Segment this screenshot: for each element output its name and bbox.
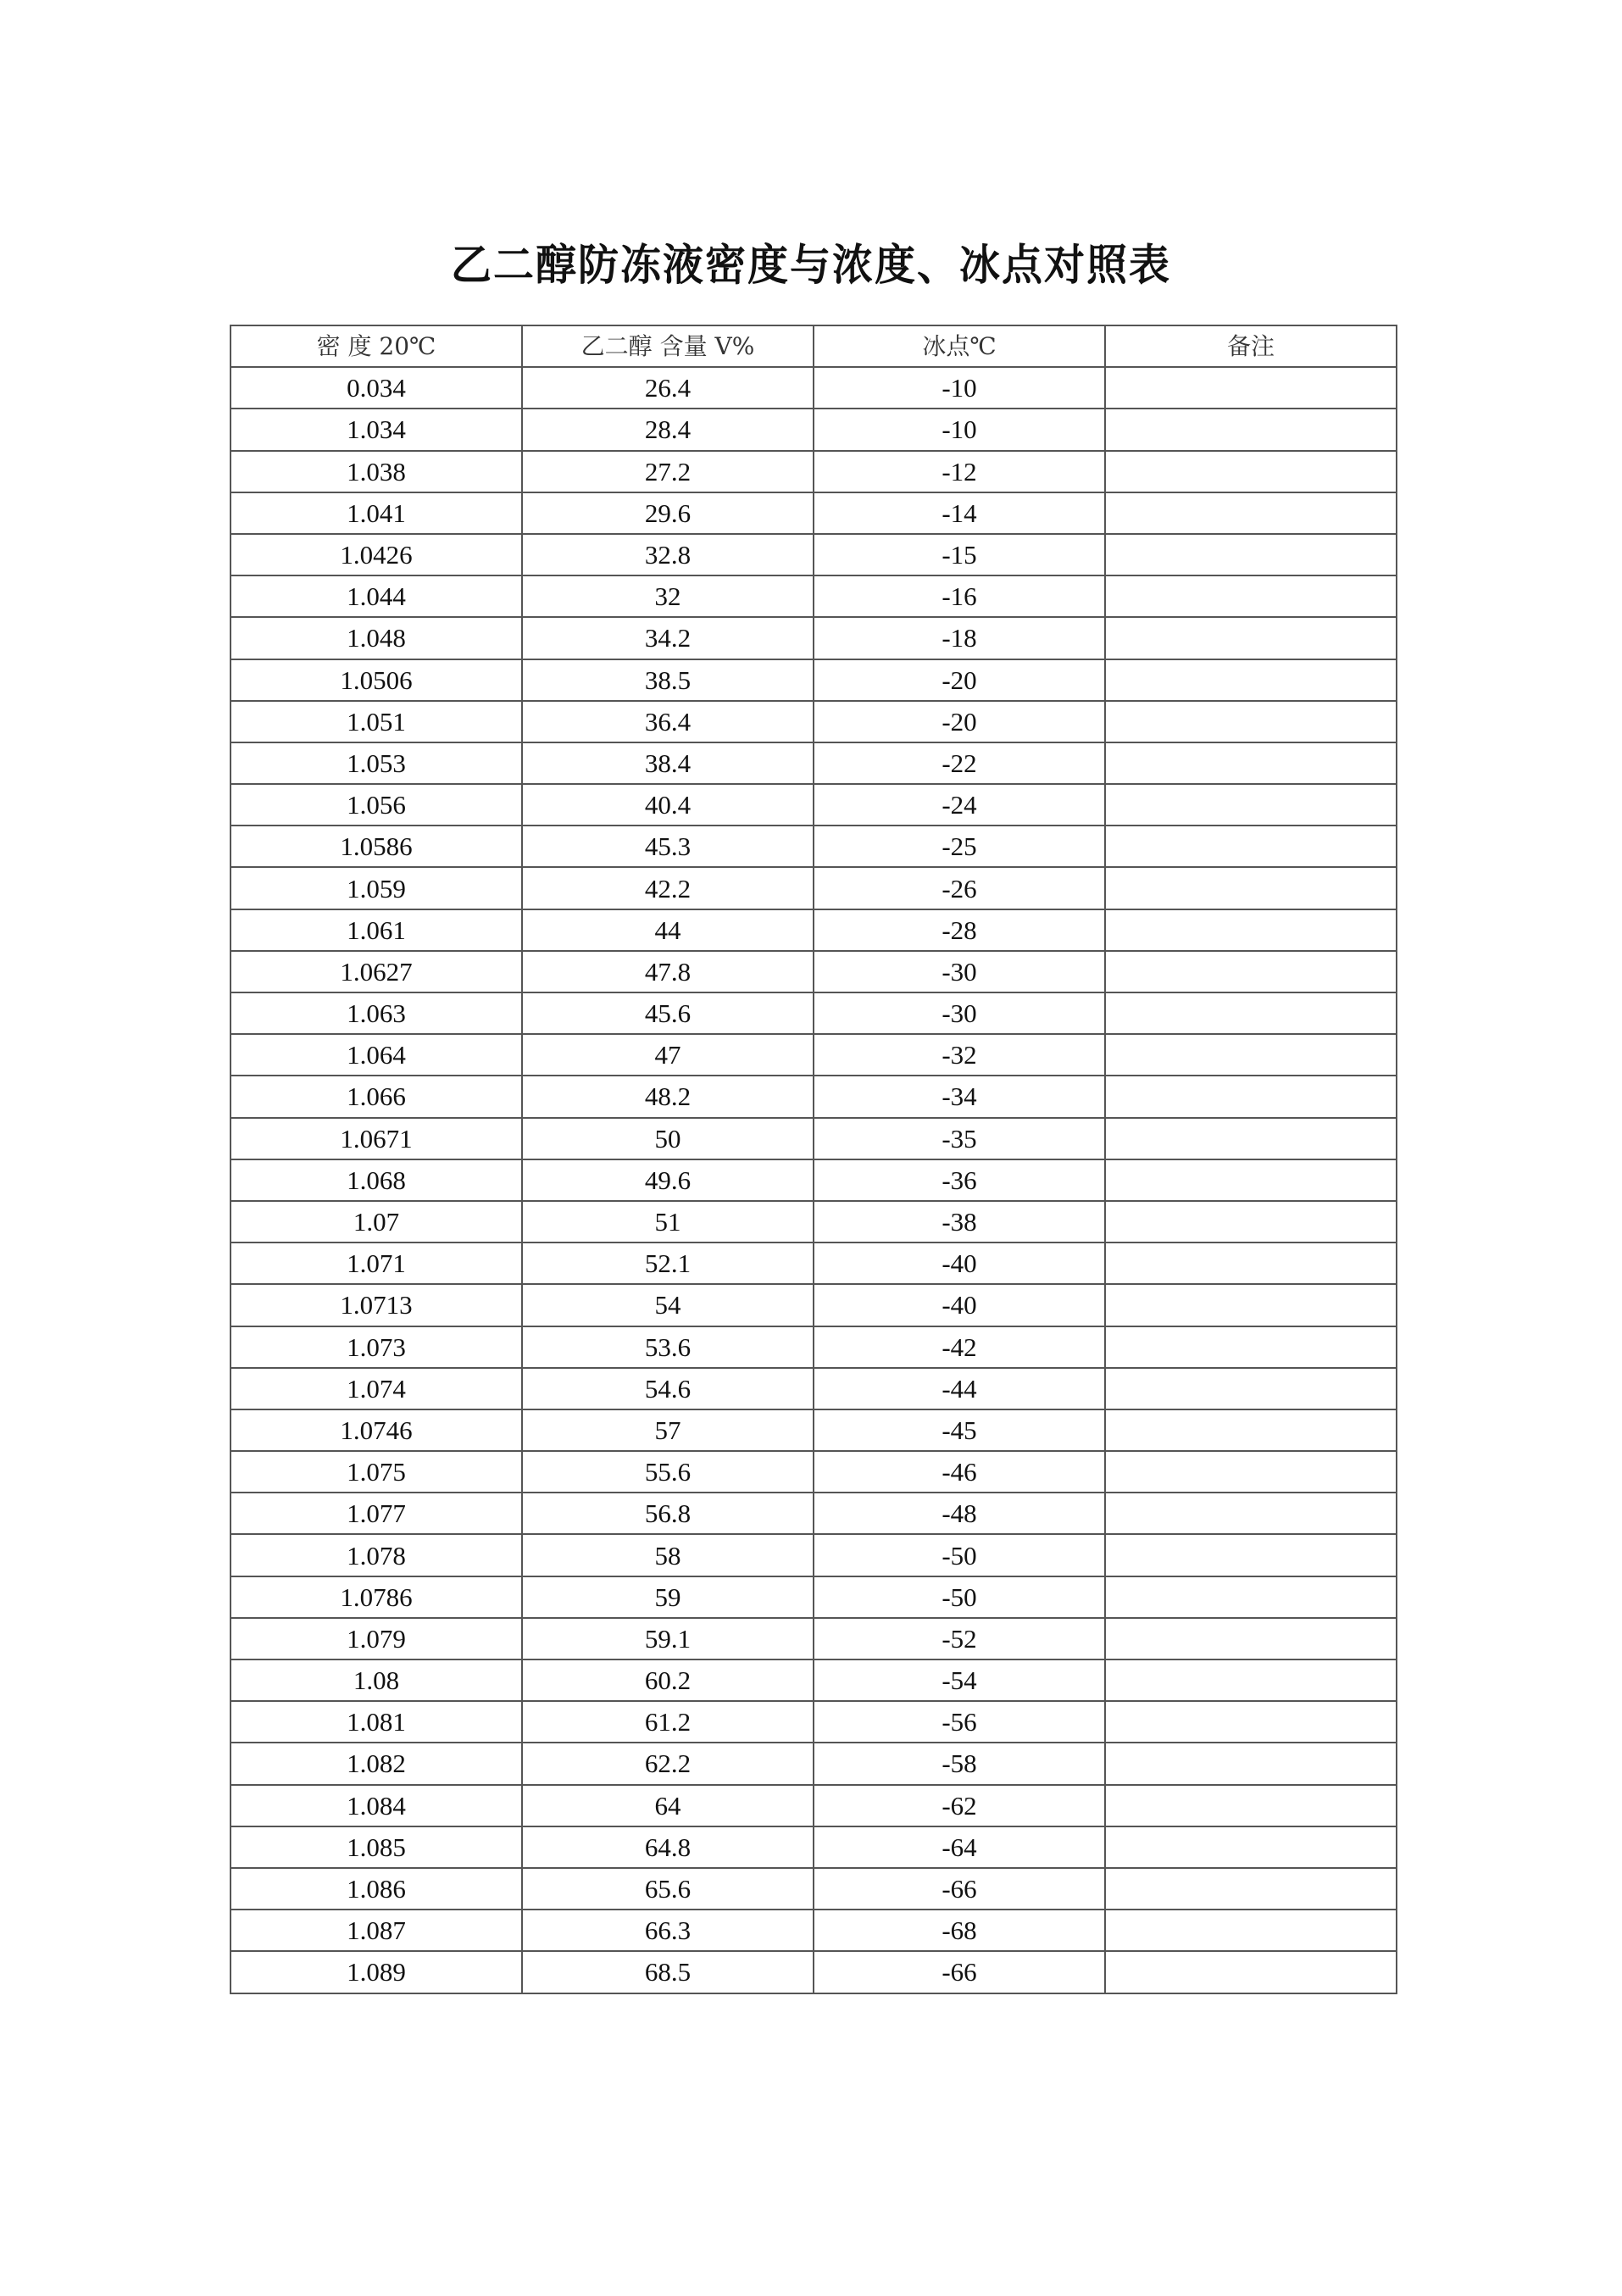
cell-freezing-point: -62 bbox=[814, 1785, 1105, 1826]
cell-freezing-point: -30 bbox=[814, 951, 1105, 992]
cell-freezing-point: -20 bbox=[814, 701, 1105, 742]
cell-remarks bbox=[1105, 1701, 1397, 1743]
cell-freezing-point: -35 bbox=[814, 1118, 1105, 1159]
table-row bbox=[231, 867, 1397, 909]
cell-remarks bbox=[1105, 1743, 1397, 1784]
cell-glycol-content: 57 bbox=[522, 1409, 814, 1451]
cell-freezing-point: -30 bbox=[814, 992, 1105, 1034]
cell-density: 1.079 bbox=[231, 1618, 522, 1659]
table-row bbox=[231, 1451, 1397, 1493]
cell-remarks bbox=[1105, 867, 1397, 909]
cell-remarks bbox=[1105, 1659, 1397, 1701]
table-row bbox=[231, 1243, 1397, 1284]
table-row bbox=[231, 1576, 1397, 1618]
cell-density: 1.0671 bbox=[231, 1118, 522, 1159]
table-row bbox=[231, 1159, 1397, 1201]
cell-density: 1.048 bbox=[231, 617, 522, 659]
table-header-row bbox=[231, 325, 1397, 367]
cell-freezing-point: -32 bbox=[814, 1034, 1105, 1076]
table-row bbox=[231, 1701, 1397, 1743]
cell-glycol-content: 42.2 bbox=[522, 867, 814, 909]
cell-density: 1.0786 bbox=[231, 1576, 522, 1618]
cell-density: 1.0426 bbox=[231, 534, 522, 575]
table-row bbox=[231, 1910, 1397, 1951]
table-row bbox=[231, 742, 1397, 784]
cell-glycol-content: 40.4 bbox=[522, 784, 814, 826]
cell-freezing-point: -48 bbox=[814, 1493, 1105, 1534]
table-row bbox=[231, 617, 1397, 659]
table-body bbox=[231, 367, 1397, 1993]
table-row bbox=[231, 451, 1397, 492]
cell-density: 1.044 bbox=[231, 575, 522, 617]
cell-density: 1.061 bbox=[231, 909, 522, 951]
cell-density: 1.075 bbox=[231, 1451, 522, 1493]
table-row bbox=[231, 1326, 1397, 1368]
cell-freezing-point: -66 bbox=[814, 1951, 1105, 1993]
cell-density: 1.038 bbox=[231, 451, 522, 492]
table-row bbox=[231, 1493, 1397, 1534]
cell-glycol-content: 48.2 bbox=[522, 1076, 814, 1117]
cell-remarks bbox=[1105, 1951, 1397, 1993]
cell-remarks bbox=[1105, 1118, 1397, 1159]
cell-freezing-point: -10 bbox=[814, 367, 1105, 409]
cell-remarks bbox=[1105, 1785, 1397, 1826]
cell-glycol-content: 50 bbox=[522, 1118, 814, 1159]
cell-freezing-point: -18 bbox=[814, 617, 1105, 659]
cell-glycol-content: 59.1 bbox=[522, 1618, 814, 1659]
cell-freezing-point: -16 bbox=[814, 575, 1105, 617]
table-row bbox=[231, 951, 1397, 992]
cell-remarks bbox=[1105, 1910, 1397, 1951]
table-row bbox=[231, 575, 1397, 617]
cell-freezing-point: -64 bbox=[814, 1826, 1105, 1868]
table-row bbox=[231, 492, 1397, 534]
cell-freezing-point: -10 bbox=[814, 409, 1105, 450]
cell-glycol-content: 45.6 bbox=[522, 992, 814, 1034]
cell-density: 1.034 bbox=[231, 409, 522, 450]
cell-glycol-content: 65.6 bbox=[522, 1868, 814, 1910]
cell-remarks bbox=[1105, 575, 1397, 617]
cell-freezing-point: -45 bbox=[814, 1409, 1105, 1451]
cell-density: 1.0713 bbox=[231, 1284, 522, 1326]
cell-glycol-content: 28.4 bbox=[522, 409, 814, 450]
cell-freezing-point: -14 bbox=[814, 492, 1105, 534]
cell-glycol-content: 64.8 bbox=[522, 1826, 814, 1868]
cell-density: 1.077 bbox=[231, 1493, 522, 1534]
cell-density: 1.085 bbox=[231, 1826, 522, 1868]
cell-remarks bbox=[1105, 701, 1397, 742]
cell-glycol-content: 38.4 bbox=[522, 742, 814, 784]
table-row bbox=[231, 1534, 1397, 1576]
cell-density: 1.087 bbox=[231, 1910, 522, 1951]
cell-density: 1.07 bbox=[231, 1201, 522, 1243]
table-row bbox=[231, 1826, 1397, 1868]
cell-remarks bbox=[1105, 1451, 1397, 1493]
cell-glycol-content: 45.3 bbox=[522, 826, 814, 867]
cell-freezing-point: -38 bbox=[814, 1201, 1105, 1243]
cell-glycol-content: 52.1 bbox=[522, 1243, 814, 1284]
cell-glycol-content: 60.2 bbox=[522, 1659, 814, 1701]
cell-remarks bbox=[1105, 367, 1397, 409]
cell-freezing-point: -52 bbox=[814, 1618, 1105, 1659]
cell-remarks bbox=[1105, 1493, 1397, 1534]
cell-glycol-content: 26.4 bbox=[522, 367, 814, 409]
cell-remarks bbox=[1105, 409, 1397, 450]
header-glycol-content: 乙二醇 含量 V% bbox=[522, 325, 814, 367]
table-row bbox=[231, 367, 1397, 409]
cell-remarks bbox=[1105, 1326, 1397, 1368]
cell-density: 1.063 bbox=[231, 992, 522, 1034]
cell-freezing-point: -36 bbox=[814, 1159, 1105, 1201]
cell-remarks bbox=[1105, 951, 1397, 992]
cell-density: 1.081 bbox=[231, 1701, 522, 1743]
cell-freezing-point: -24 bbox=[814, 784, 1105, 826]
cell-glycol-content: 68.5 bbox=[522, 1951, 814, 1993]
cell-freezing-point: -56 bbox=[814, 1701, 1105, 1743]
cell-freezing-point: -26 bbox=[814, 867, 1105, 909]
cell-glycol-content: 59 bbox=[522, 1576, 814, 1618]
cell-glycol-content: 49.6 bbox=[522, 1159, 814, 1201]
cell-freezing-point: -50 bbox=[814, 1534, 1105, 1576]
cell-glycol-content: 47 bbox=[522, 1034, 814, 1076]
cell-density: 1.0586 bbox=[231, 826, 522, 867]
cell-remarks bbox=[1105, 784, 1397, 826]
cell-remarks bbox=[1105, 534, 1397, 575]
cell-remarks bbox=[1105, 1243, 1397, 1284]
table-row bbox=[231, 1201, 1397, 1243]
cell-freezing-point: -68 bbox=[814, 1910, 1105, 1951]
table-row bbox=[231, 1076, 1397, 1117]
header-remarks: 备注 bbox=[1105, 325, 1397, 367]
table-row bbox=[231, 826, 1397, 867]
cell-freezing-point: -58 bbox=[814, 1743, 1105, 1784]
cell-remarks bbox=[1105, 992, 1397, 1034]
cell-density: 1.086 bbox=[231, 1868, 522, 1910]
page-title: 乙二醇防冻液密度与浓度、冰点对照表 bbox=[450, 240, 1171, 291]
cell-density: 0.034 bbox=[231, 367, 522, 409]
cell-remarks bbox=[1105, 451, 1397, 492]
cell-freezing-point: -46 bbox=[814, 1451, 1105, 1493]
table-row bbox=[231, 409, 1397, 450]
cell-density: 1.041 bbox=[231, 492, 522, 534]
table-row bbox=[231, 1618, 1397, 1659]
cell-glycol-content: 32.8 bbox=[522, 534, 814, 575]
cell-freezing-point: -22 bbox=[814, 742, 1105, 784]
table-row bbox=[231, 1368, 1397, 1409]
cell-glycol-content: 54.6 bbox=[522, 1368, 814, 1409]
cell-remarks bbox=[1105, 1034, 1397, 1076]
cell-remarks bbox=[1105, 1826, 1397, 1868]
table-row bbox=[231, 1034, 1397, 1076]
cell-remarks bbox=[1105, 1201, 1397, 1243]
cell-freezing-point: -44 bbox=[814, 1368, 1105, 1409]
table-row bbox=[231, 909, 1397, 951]
density-concentration-freezing-table bbox=[230, 325, 1397, 1994]
cell-glycol-content: 58 bbox=[522, 1534, 814, 1576]
cell-remarks bbox=[1105, 826, 1397, 867]
cell-density: 1.082 bbox=[231, 1743, 522, 1784]
table-row bbox=[231, 1868, 1397, 1910]
cell-glycol-content: 34.2 bbox=[522, 617, 814, 659]
cell-remarks bbox=[1105, 1576, 1397, 1618]
table-row bbox=[231, 1951, 1397, 1993]
cell-remarks bbox=[1105, 1076, 1397, 1117]
table-row bbox=[231, 1743, 1397, 1784]
cell-freezing-point: -20 bbox=[814, 659, 1105, 701]
cell-glycol-content: 51 bbox=[522, 1201, 814, 1243]
cell-glycol-content: 47.8 bbox=[522, 951, 814, 992]
cell-density: 1.08 bbox=[231, 1659, 522, 1701]
cell-density: 1.053 bbox=[231, 742, 522, 784]
cell-freezing-point: -12 bbox=[814, 451, 1105, 492]
cell-density: 1.078 bbox=[231, 1534, 522, 1576]
cell-remarks bbox=[1105, 617, 1397, 659]
cell-remarks bbox=[1105, 909, 1397, 951]
cell-glycol-content: 29.6 bbox=[522, 492, 814, 534]
cell-glycol-content: 56.8 bbox=[522, 1493, 814, 1534]
cell-freezing-point: -66 bbox=[814, 1868, 1105, 1910]
cell-remarks bbox=[1105, 742, 1397, 784]
cell-density: 1.089 bbox=[231, 1951, 522, 1993]
cell-density: 1.059 bbox=[231, 867, 522, 909]
cell-density: 1.0746 bbox=[231, 1409, 522, 1451]
cell-freezing-point: -25 bbox=[814, 826, 1105, 867]
cell-freezing-point: -34 bbox=[814, 1076, 1105, 1117]
table-row bbox=[231, 1118, 1397, 1159]
cell-remarks bbox=[1105, 1534, 1397, 1576]
table-row bbox=[231, 992, 1397, 1034]
table-row bbox=[231, 1785, 1397, 1826]
cell-glycol-content: 53.6 bbox=[522, 1326, 814, 1368]
cell-glycol-content: 54 bbox=[522, 1284, 814, 1326]
cell-density: 1.0506 bbox=[231, 659, 522, 701]
table-row bbox=[231, 659, 1397, 701]
table-row bbox=[231, 1284, 1397, 1326]
table-row bbox=[231, 1659, 1397, 1701]
table-row bbox=[231, 701, 1397, 742]
cell-freezing-point: -50 bbox=[814, 1576, 1105, 1618]
cell-remarks bbox=[1105, 1868, 1397, 1910]
cell-remarks bbox=[1105, 659, 1397, 701]
cell-freezing-point: -15 bbox=[814, 534, 1105, 575]
cell-freezing-point: -40 bbox=[814, 1243, 1105, 1284]
cell-freezing-point: -28 bbox=[814, 909, 1105, 951]
cell-glycol-content: 61.2 bbox=[522, 1701, 814, 1743]
cell-freezing-point: -54 bbox=[814, 1659, 1105, 1701]
cell-glycol-content: 44 bbox=[522, 909, 814, 951]
cell-glycol-content: 66.3 bbox=[522, 1910, 814, 1951]
cell-remarks bbox=[1105, 492, 1397, 534]
cell-density: 1.073 bbox=[231, 1326, 522, 1368]
cell-density: 1.066 bbox=[231, 1076, 522, 1117]
cell-density: 1.056 bbox=[231, 784, 522, 826]
cell-remarks bbox=[1105, 1284, 1397, 1326]
cell-freezing-point: -40 bbox=[814, 1284, 1105, 1326]
cell-glycol-content: 64 bbox=[522, 1785, 814, 1826]
cell-glycol-content: 32 bbox=[522, 575, 814, 617]
cell-density: 1.064 bbox=[231, 1034, 522, 1076]
cell-glycol-content: 55.6 bbox=[522, 1451, 814, 1493]
table-row bbox=[231, 784, 1397, 826]
cell-density: 1.074 bbox=[231, 1368, 522, 1409]
cell-density: 1.084 bbox=[231, 1785, 522, 1826]
cell-density: 1.068 bbox=[231, 1159, 522, 1201]
header-freezing-point: 冰点℃ bbox=[814, 325, 1105, 367]
cell-density: 1.051 bbox=[231, 701, 522, 742]
cell-glycol-content: 38.5 bbox=[522, 659, 814, 701]
header-density: 密 度 20℃ bbox=[231, 325, 522, 367]
cell-density: 1.071 bbox=[231, 1243, 522, 1284]
cell-density: 1.0627 bbox=[231, 951, 522, 992]
table-row bbox=[231, 534, 1397, 575]
cell-glycol-content: 62.2 bbox=[522, 1743, 814, 1784]
cell-remarks bbox=[1105, 1618, 1397, 1659]
cell-remarks bbox=[1105, 1409, 1397, 1451]
table-row bbox=[231, 1409, 1397, 1451]
cell-glycol-content: 27.2 bbox=[522, 451, 814, 492]
cell-glycol-content: 36.4 bbox=[522, 701, 814, 742]
cell-remarks bbox=[1105, 1368, 1397, 1409]
cell-remarks bbox=[1105, 1159, 1397, 1201]
cell-freezing-point: -42 bbox=[814, 1326, 1105, 1368]
